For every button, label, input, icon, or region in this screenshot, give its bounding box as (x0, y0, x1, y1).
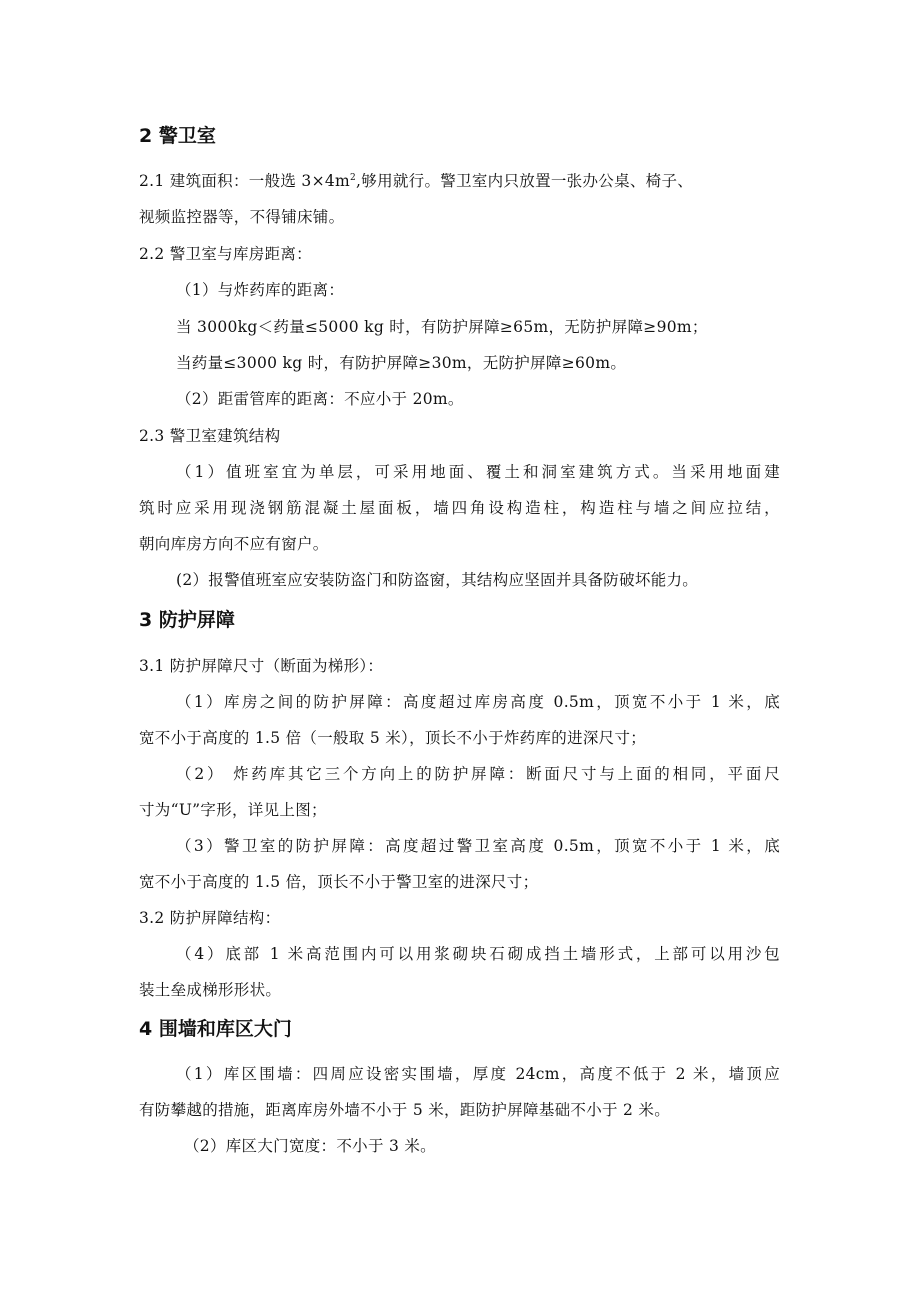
item-4-1-line-2: 有防攀越的措施，距离库房外墙不小于 5 米，距防护屏障基础不小于 2 米。 (139, 1101, 671, 1119)
paragraph-2-3: 2.3 警卫室建筑结构 (139, 427, 281, 445)
item-2-2-1-a: 当 3000kg＜药量≤5000 kg 时，有防护屏障≥65m，无防护屏障≥90m； (176, 318, 708, 336)
paragraph-3-2: 3.2 防护屏障结构： (139, 909, 281, 927)
section-3-heading: 3 防护屏障 (139, 609, 235, 631)
item-3-1-1-line-2: 宽不小于高度的 1.5 倍（一般取 5 米），顶长不小于炸药库的进深尺寸； (139, 729, 647, 747)
paragraph-2-1-text-a: 2.1 建筑面积：一般选 3×4m (139, 172, 351, 190)
paragraph-2-1 (139, 171, 693, 191)
item-3-1-3-line-2: 宽不小于高度的 1.5 倍，顶长不小于警卫室的进深尺寸； (139, 873, 539, 891)
superscript-2: 2 (350, 172, 357, 183)
item-3-1-2-line-2: 寸为“U”字形，详见上图； (139, 801, 327, 819)
item-3-1-1-line-1: （1）库房之间的防护屏障：高度超过库房高度 0.5m，顶宽不小于 1 米，底 (176, 693, 780, 711)
item-3-1-3-line-1: （3）警卫室的防护屏障：高度超过警卫室高度 0.5m，顶宽不小于 1 米，底 (176, 837, 780, 855)
paragraph-3-1: 3.1 防护屏障尺寸（断面为梯形）： (139, 657, 384, 675)
item-4-2: （2）库区大门宽度：不小于 3 米。 (184, 1137, 436, 1155)
section-2-heading: 2 警卫室 (139, 125, 216, 147)
paragraph-2-1-line-2: 视频监控器等，不得铺床铺。 (139, 208, 345, 226)
item-2-2-1-b: 当药量≤3000 kg 时，有防护屏障≥30m，无防护屏障≥60m。 (176, 354, 627, 372)
item-2-3-2: (2）报警值班室应安装防盗门和防盗窗，其结构应坚固并具备防破坏能力。 (176, 571, 699, 589)
item-2-3-1-line-3: 朝向库房方向不应有窗户。 (139, 535, 329, 553)
paragraph-2-1-text-b: ,够用就行。警卫室内只放置一张办公桌、椅子、 (356, 172, 694, 190)
paragraph-2-2: 2.2 警卫室与库房距离： (139, 245, 312, 263)
item-2-2-1: （1）与炸药库的距离： (176, 281, 345, 299)
section-4-heading: 4 围墙和库区大门 (139, 1018, 292, 1040)
item-3-2-4-line-2: 装土垒成梯形形状。 (139, 981, 282, 999)
item-2-3-1-line-2: 筑时应采用现浇钢筋混凝土屋面板，墙四角设构造柱，构造柱与墙之间应拉结， (139, 499, 780, 517)
item-2-3-1-line-1: （1）值班室宜为单层，可采用地面、覆土和洞室建筑方式。当采用地面建 (176, 463, 780, 481)
item-3-1-2-line-1: （2） 炸药库其它三个方向上的防护屏障：断面尺寸与上面的相同，平面尺 (176, 765, 780, 783)
item-2-2-2: （2）距雷管库的距离：不应小于 20m。 (176, 390, 464, 408)
item-3-2-4-line-1: （4）底部 1 米高范围内可以用浆砌块石砌成挡土墙形式，上部可以用沙包 (176, 945, 780, 963)
item-4-1-line-1: （1）库区围墙：四周应设密实围墙，厚度 24cm，高度不低于 2 米，墙顶应 (176, 1065, 780, 1083)
